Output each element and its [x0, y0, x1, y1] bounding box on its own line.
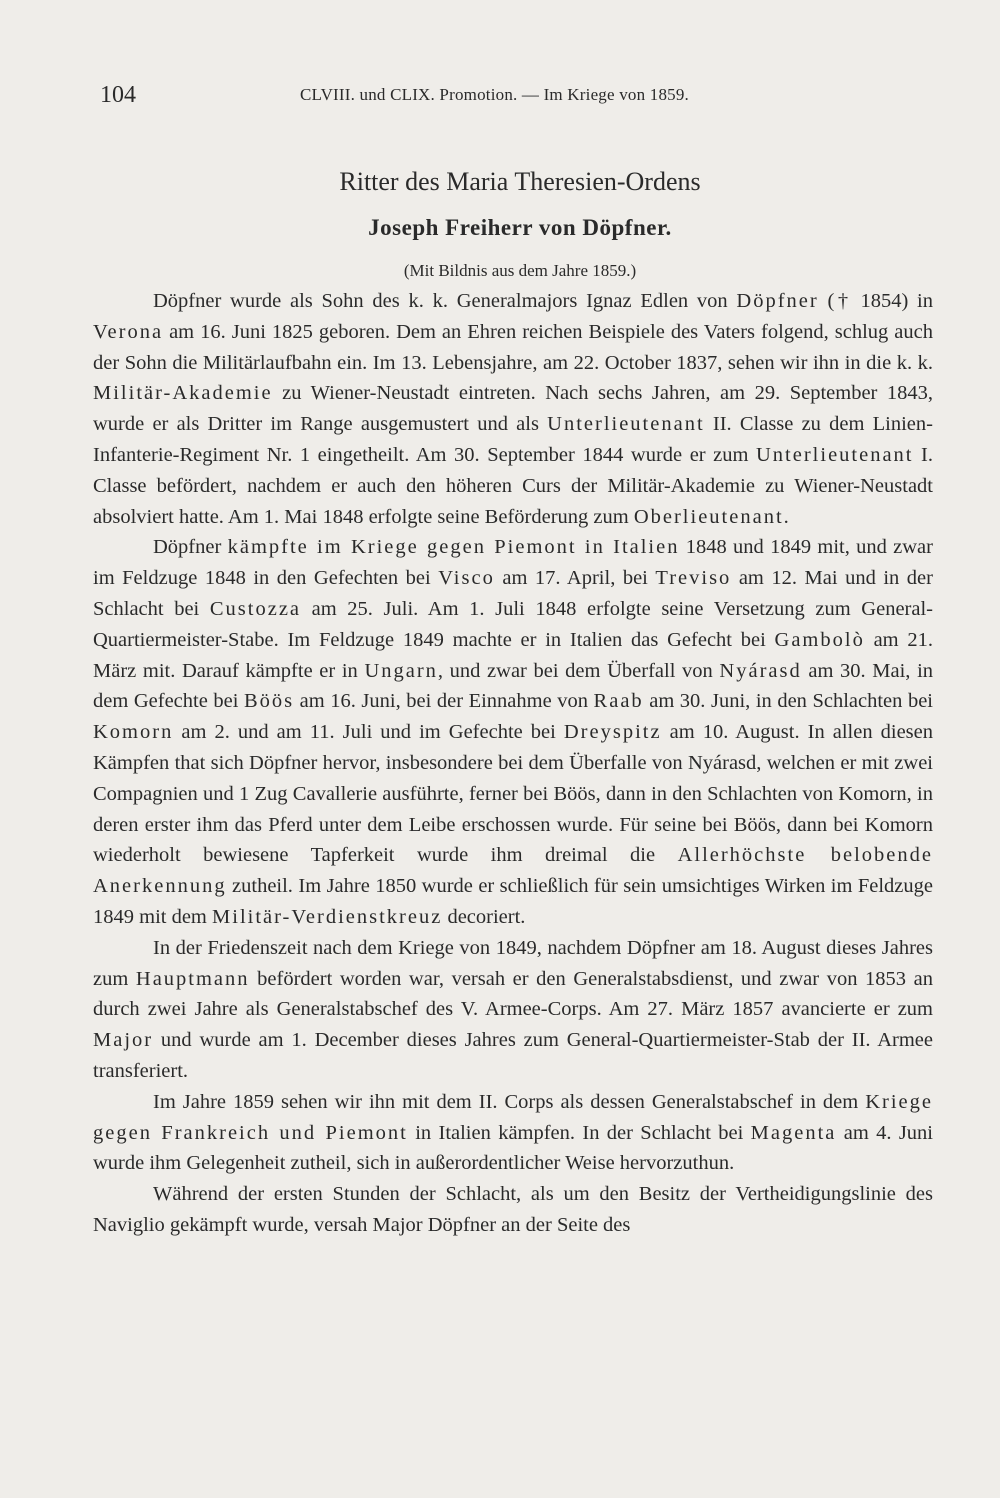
paragraph-5: Während der ersten Stunden der Schlacht, als um den Besitz der Vertheidigungslinie des Naviglio gekämpft wurde, versah Major Döpfner an der Seite des — [93, 1183, 933, 1236]
page-number: 104 — [100, 82, 136, 108]
knight-name: Joseph Freiherr von Döpfner. — [368, 215, 672, 240]
paragraph-2: Döpfner kämpfte im Kriege gegen Piemont in Italien 1848 und 1849 mit, und zwar im Feldzuge 1848 in den Gefechten bei Visco am 17. April, bei Treviso am 12. Mai und in der Schlacht bei Custozza am 25. Juli. Am 1. Juli 1848 erfolgte seine Versetzung zum General-Quartiermeister-Stabe. Im Feldzuge 1849 machte er in Italien das Gefecht bei Gambolò am 21. März mit. Darauf kämpfte er in Ungarn, und zwar bei dem Überfall von Nyárasd am 30. Mai, in dem Gefechte bei Böös am 16. Juni, bei der Einnahme von Raab am 30. Juni, in den Schlachten bei Komorn am 2. und am 11. Juli und im Gefechte bei Dreyspitz am 10. August. In allen diesen Kämpfen that sich Döpfner hervor, insbesondere bei dem Überfalle von Nyárasd, welchen er mit zwei Compagnien und 1 Zug Cavallerie ausführte, ferner bei Böös, dann in den Schlachten von Komorn, in deren erster ihm das Pferd unter dem Leibe erschossen wurde. Für seine bei Böös, dann bei Komorn wiederholt bewiesene Tapferkeit wurde ihm dreimal die Allerhöchste belobende Anerkennung zutheil. Im Jahre 1850 wurde er schließlich für sein umsichtiges Wirken im Feldzuge 1849 mit dem Militär-Verdienstkreuz decoriert. — [93, 536, 934, 928]
running-title: CLVIII. und CLIX. Promotion. — Im Kriege von 1859. — [300, 85, 690, 104]
paragraph-1: Döpfner wurde als Sohn des k. k. Generalmajors Ignaz Edlen von Döpfner († 1854) in Verona am 16. Juni 1825 geboren. Dem an Ehren reichen Beispiele des Vaters folgend, schlug auch der Sohn die Militärlaufbahn ein. Im 13. Lebensjahre, am 22. October 1837, sehen wir ihn in die k. k. Militär-Akademie zu Wiener-Neustadt eintreten. Nach sechs Jahren, am 29. September 1843, wurde er als Dritter im Range ausgemustert und als Unterlieutenant II. Classe zu dem Linien-Infanterie-Regiment Nr. 1 eingetheilt. Am 30. September 1844 wurde er zum Unterlieutenant I. Classe befördert, nachdem er auch den höheren Curs der Militär-Akademie zu Wiener-Neustadt absolviert hatte. Am 1. Mai 1848 erfolgte seine Beförderung zum Oberlieutenant. — [93, 290, 934, 528]
running-head — [100, 80, 935, 110]
order-title: Ritter des Maria Theresien-Ordens — [339, 167, 701, 196]
portrait-note: (Mit Bildnis aus dem Jahre 1859.) — [403, 261, 637, 280]
body-text — [93, 286, 933, 1241]
paragraph-3: In der Friedenszeit nach dem Kriege von 1849, nachdem Döpfner am 18. August dieses Jahres zum Hauptmann befördert worden war, versah er den Generalstabsdienst, und zwar von 1853 an durch zwei Jahre als Generalstabschef des V. Armee-Corps. Am 27. März 1857 avancierte er zum Major und wurde am 1. December dieses Jahres zum General-Quartiermeister-Stab der II. Armee transferiert. — [93, 936, 933, 1082]
paragraph-4: Im Jahre 1859 sehen wir ihn mit dem II. Corps als dessen Generalstabschef in dem Kriege gegen Frankreich und Piemont in Italien kämpfen. In der Schlacht bei Magenta am 4. Juni wurde ihm Gelegenheit zutheil, sich in außerordentlicher Weise hervorzuthun. — [93, 1090, 933, 1175]
